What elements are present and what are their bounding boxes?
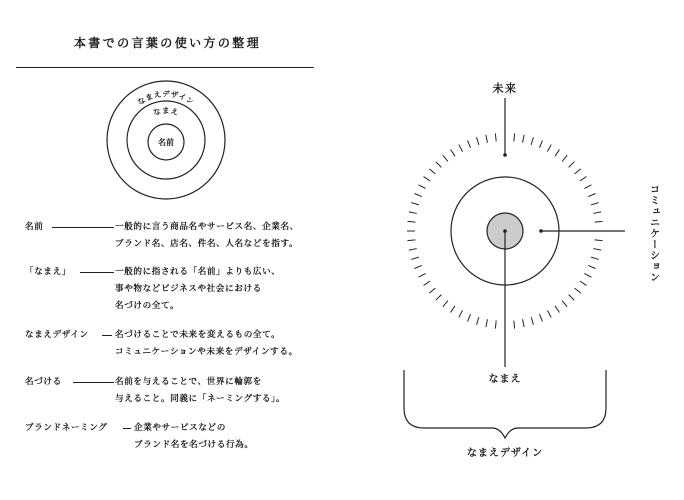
tick-mark: [514, 133, 515, 141]
definition-term: 名づける: [25, 377, 62, 387]
tick-mark: [547, 145, 551, 152]
tick-mark: [459, 310, 463, 317]
tick-mark: [580, 177, 587, 181]
tick-mark: [436, 162, 442, 168]
definition-term: 「なまえ」: [25, 267, 71, 277]
tick-mark: [495, 133, 496, 141]
tick-mark: [407, 221, 415, 222]
definition-description: 名づけることで未来を変えるもの全て。 コミュニケーションや未来をデザインする。: [115, 330, 298, 357]
tick-mark: [495, 321, 496, 329]
tick-mark: [593, 212, 601, 214]
tick-mark: [459, 145, 463, 152]
tick-mark: [523, 319, 525, 327]
namae-design-label: なまえデザイン: [466, 448, 544, 459]
tick-mark: [595, 221, 603, 222]
tick-mark: [562, 155, 567, 161]
page-title: 本書での言葉の使い方の整理: [73, 36, 262, 50]
tick-mark: [591, 203, 599, 205]
tick-mark: [414, 265, 421, 268]
definition-description: 企業やサービスなどの ブランド名を名づける行為。: [134, 423, 254, 450]
definition-term: 名前: [25, 222, 44, 232]
namae-label: なまえ: [488, 374, 522, 385]
tick-mark: [593, 249, 601, 251]
tick-mark: [407, 240, 415, 241]
tick-mark: [451, 150, 455, 157]
tick-mark: [588, 265, 595, 268]
tick-mark: [531, 317, 533, 325]
definition-term: ブランドネーミング: [25, 423, 108, 433]
tick-mark: [575, 288, 581, 293]
tick-mark: [451, 306, 455, 313]
tick-mark: [591, 257, 599, 259]
tick-mark: [409, 212, 417, 214]
communication-label: コミュニケーション: [647, 184, 659, 283]
tick-mark: [569, 295, 575, 301]
tick-mark: [531, 137, 533, 145]
tick-mark: [414, 194, 421, 197]
outer-ring-label: なまえデザイン: [135, 89, 197, 107]
definition-description: 名前を与えることで、世界に輪郭を 与えること。同義に「ネーミングする」。: [115, 377, 286, 404]
namae-pointer-dot: [503, 229, 507, 233]
tick-mark: [547, 310, 551, 317]
future-pointer-dot: [503, 153, 507, 157]
tick-mark: [419, 185, 426, 189]
future-label: 未来: [492, 82, 518, 95]
tick-mark: [468, 140, 471, 147]
tick-mark: [419, 273, 426, 277]
tick-mark: [468, 314, 471, 321]
tick-mark: [409, 249, 417, 251]
communication-pointer-dot: [539, 229, 543, 233]
tick-mark: [555, 150, 559, 157]
tick-mark: [486, 135, 488, 143]
tick-mark: [584, 185, 591, 189]
middle-ring-label: なまえ: [152, 106, 180, 118]
tick-mark: [477, 317, 479, 325]
tick-mark: [429, 169, 435, 174]
tick-mark: [443, 301, 448, 307]
tick-mark: [429, 288, 435, 293]
definition-description: 一般的に言う商品名やサービス名、企業名、 ブランド名、店名、件名、人名などを指す。: [115, 222, 299, 249]
tick-mark: [477, 137, 479, 145]
tick-mark: [588, 194, 595, 197]
tick-mark: [539, 314, 542, 321]
tick-mark: [514, 321, 515, 329]
tick-mark: [411, 257, 419, 259]
tick-mark: [580, 281, 587, 285]
tick-mark: [523, 135, 525, 143]
definition-description: 一般的に指される「名前」よりも広い、 事や物などビジネスや社会における 名づけの全て。: [115, 267, 281, 311]
tick-mark: [443, 155, 448, 161]
definition-term: なまえデザイン: [25, 330, 89, 340]
tick-mark: [595, 240, 603, 241]
tick-mark: [424, 177, 431, 181]
tick-mark: [562, 301, 567, 307]
tick-mark: [539, 140, 542, 147]
tick-mark: [584, 273, 591, 277]
tick-mark: [424, 281, 431, 285]
inner-circle-label: 名前: [158, 138, 174, 147]
tick-mark: [575, 169, 581, 174]
tick-mark: [569, 162, 575, 168]
tick-mark: [436, 295, 442, 301]
tick-mark: [555, 306, 559, 313]
tick-mark: [486, 319, 488, 327]
tick-mark: [411, 203, 419, 205]
